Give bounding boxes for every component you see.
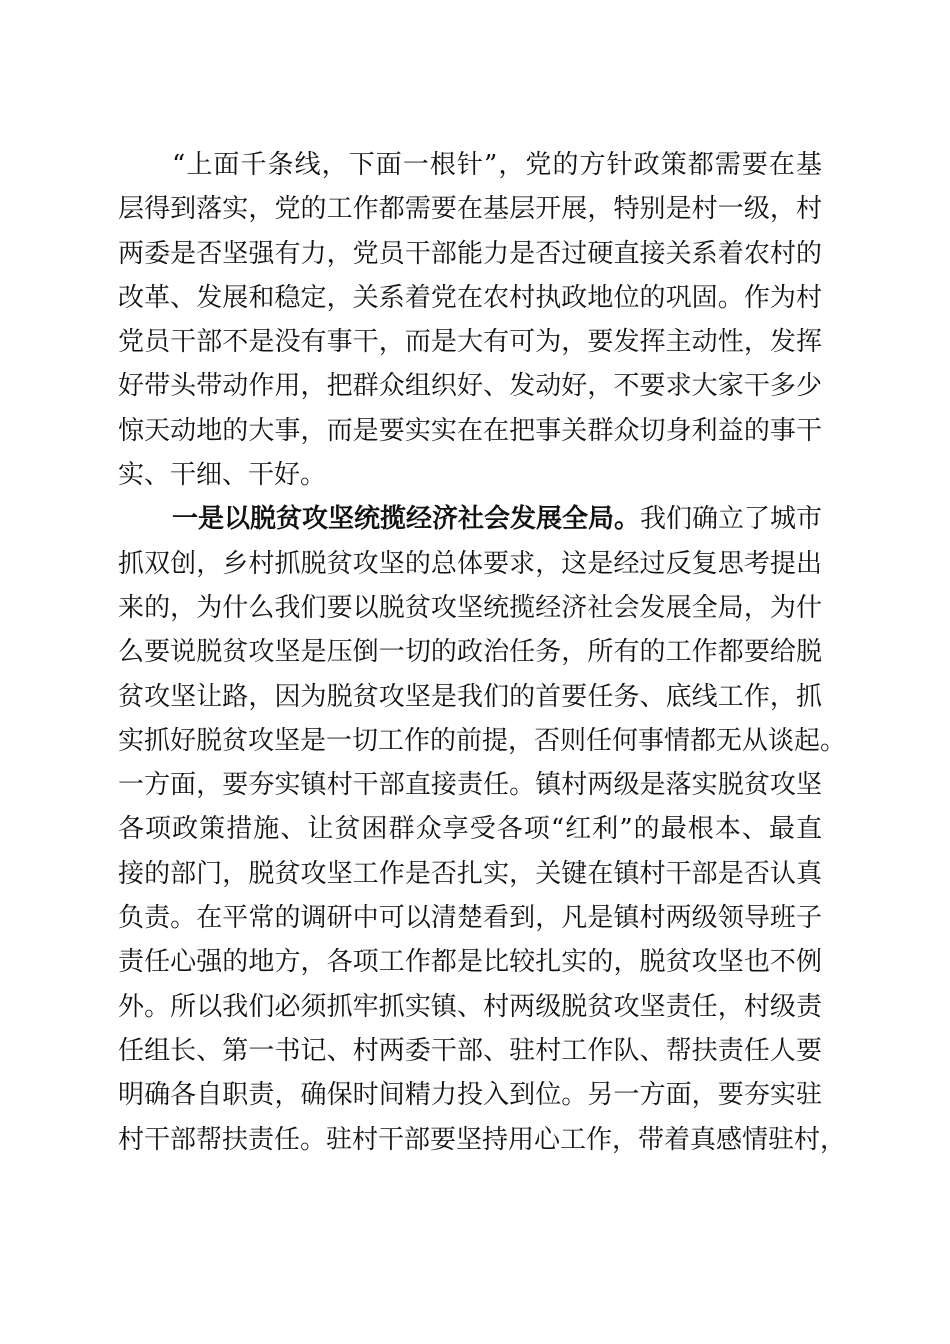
paragraph-2-line-8: 各项政策措施、让贫困群众享受各项“红利”的最根本、最直 [118,814,822,845]
paragraph-1-line-7: 惊天动地的大事，而是要实实在在把事关群众切身利益的事干 [118,415,822,446]
paragraph-2-line-11: 责任心强的地方，各项工作都是比较扎实的，脱贫攻坚也不例 [118,947,822,978]
paragraph-2-line-15: 村干部帮扶责任。驻村干部要坚持用心工作，带着真感情驻村， [118,1124,847,1155]
paragraph-2-line-5: 贫攻坚让路，因为脱贫攻坚是我们的首要任务、底线工作，抓 [118,681,822,712]
paragraph-2-line-14: 明确各自职责，确保时间精力投入到位。另一方面，要夯实驻 [118,1080,822,1111]
paragraph-1-line-1: “上面千条线，下面一根针”，党的方针政策都需要在基 [172,150,822,180]
paragraph-1-line-2: 层得到落实，党的工作都需要在基层开展，特别是村一级，村 [118,194,822,225]
paragraph-1 [118,143,822,497]
paragraph-2-line-1 [118,497,822,541]
paragraph-2-line-10: 负责。在平常的调研中可以清楚看到，凡是镇村两级领导班子 [118,903,822,934]
paragraph-2 [118,497,847,1161]
paragraph-2-line-9: 接的部门，脱贫攻坚工作是否扎实，关键在镇村干部是否认真 [118,858,822,889]
paragraph-2-line-13: 任组长、第一书记、村两委干部、驻村工作队、帮扶责任人要 [118,1035,822,1066]
paragraph-2-line-2: 抓双创，乡村抓脱贫攻坚的总体要求，这是经过反复思考提出 [118,548,822,579]
paragraph-1-line-6: 好带头带动作用，把群众组织好、发动好，不要求大家干多少 [118,371,822,402]
paragraph-2-line-4: 么要说脱贫攻坚是压倒一切的政治任务，所有的工作都要给脱 [118,637,822,668]
section-heading: 一是以脱贫攻坚统揽经济社会发展全局。 [172,504,641,535]
paragraph-2-line-1-text: 我们确立了城市 [640,504,823,535]
document-body [118,143,847,1162]
paragraph-2-line-12: 外。所以我们必须抓牢抓实镇、村两级脱贫攻坚责任，村级责 [118,991,822,1022]
paragraph-2-line-6: 实抓好脱贫攻坚是一切工作的前提，否则任何事情都无从谈起。 [118,725,847,756]
paragraph-1-line-3: 两委是否坚强有力，党员干部能力是否过硬直接关系着农村的 [118,238,822,269]
paragraph-1-line-5: 党员干部不是没有事干，而是大有可为，要发挥主动性，发挥 [118,327,822,358]
paragraph-2-line-3: 来的，为什么我们要以脱贫攻坚统揽经济社会发展全局，为什 [118,592,822,623]
paragraph-2-line-7: 一方面，要夯实镇村干部直接责任。镇村两级是落实脱贫攻坚 [118,770,822,801]
paragraph-1-line-4: 改革、发展和稳定，关系着党在农村执政地位的巩固。作为村 [118,282,822,313]
paragraph-1-line-8: 实、干细、干好。 [118,460,327,491]
